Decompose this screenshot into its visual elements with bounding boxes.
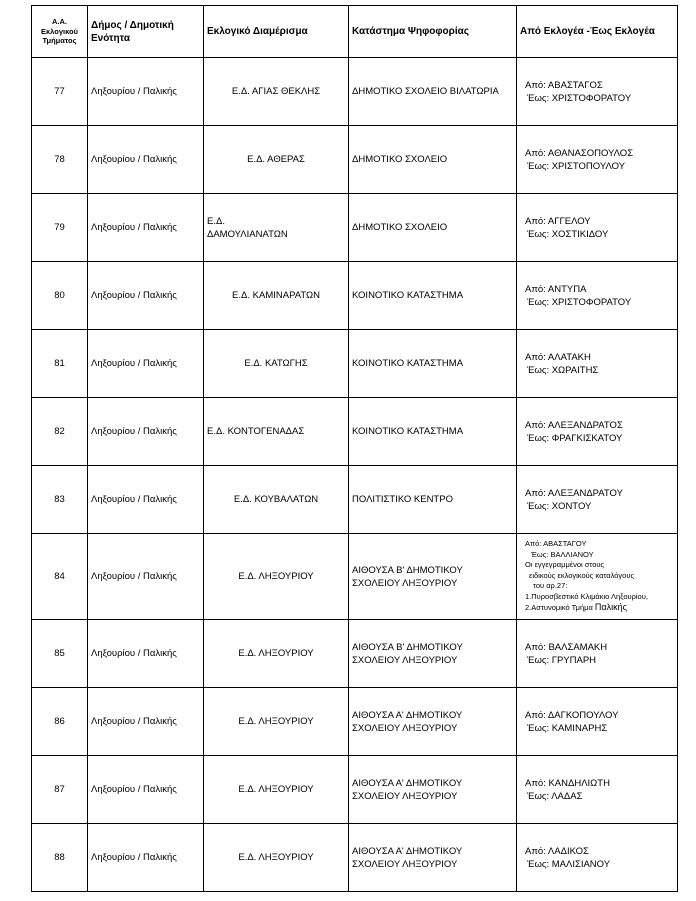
ek-from: Από: ΑΓΓΕΛΟΥ (525, 215, 591, 227)
row-katastima (349, 688, 517, 756)
ek-to: Έως: ΜΑΛΙΣΙΑΝΟΥ (527, 858, 611, 870)
row-number: 84 (32, 534, 88, 620)
row-number: 83 (32, 466, 88, 534)
row-katastima: ΚΟΙΝΟΤΙΚΟ ΚΑΤΑΣΤΗΜΑ (349, 330, 517, 398)
row-diamerisma: Ε.Δ. ΛΗΞΟΥΡΙΟΥ (204, 534, 349, 620)
row-katastima: ΔΗΜΟΤΙΚΟ ΣΧΟΛΕΙΟ (349, 126, 517, 194)
katastima-line: ΑΙΘΟΥΣΑ Α' ΔΗΜΟΤΙΚΟΥ (352, 845, 463, 857)
katastima-line: ΑΙΘΟΥΣΑ Α' ΔΗΜΟΤΙΚΟΥ (352, 709, 463, 721)
header-katastima: Κατάστημα Ψηφοφορίας (349, 6, 517, 58)
row-ekloges (517, 126, 678, 194)
ek-to: Έως: ΦΡΑΓΚΙΣΚΑΤΟΥ (527, 432, 623, 444)
row-dimos: Ληξουρίου / Παλικής (88, 330, 204, 398)
katastima-line: ΑΙΘΟΥΣΑ Β' ΔΗΜΟΤΙΚΟΥ (352, 564, 463, 576)
ek-from: Από: ΒΑΛΣΑΜΑΚΗ (525, 641, 608, 653)
row-number: 81 (32, 330, 88, 398)
table-row (32, 620, 678, 688)
row-diamerisma: Ε.Δ. ΛΗΞΟΥΡΙΟΥ (204, 688, 349, 756)
row-number: 78 (32, 126, 88, 194)
ek-note-line (525, 602, 677, 614)
katastima-line: ΣΧΟΛΕΙΟΥ ΛΗΞΟΥΡΙΟΥ (352, 577, 458, 589)
katastima-line: ΣΧΟΛΕΙΟΥ ΛΗΞΟΥΡΙΟΥ (352, 858, 458, 870)
row-number: 87 (32, 756, 88, 824)
katastima-line: ΣΧΟΛΕΙΟΥ ΛΗΞΟΥΡΙΟΥ (352, 790, 458, 802)
row-ekloges (517, 194, 678, 262)
row-dimos: Ληξουρίου / Παλικής (88, 194, 204, 262)
ek-to: Έως: ΧΩΡΑΙΤΗΣ (527, 364, 599, 376)
table-row (32, 262, 678, 330)
row-katastima (349, 756, 517, 824)
ek-note-line: του αρ.27: (533, 581, 568, 591)
ek-from: Από: ΑΛΑΤΑΚΗ (525, 351, 591, 363)
header-aa-line: Εκλογικού (41, 26, 78, 36)
row-number: 86 (32, 688, 88, 756)
row-ekloges (517, 620, 678, 688)
ek-to: Έως: ΛΑΔΑΣ (527, 790, 583, 802)
header-aa (32, 6, 88, 58)
katastima-line: ΣΧΟΛΕΙΟΥ ΛΗΞΟΥΡΙΟΥ (352, 722, 458, 734)
row-katastima (349, 620, 517, 688)
header-dimos: Δήμος / Δημοτική Ενότητα (88, 6, 204, 58)
ek-to: Έως: ΧΡΙΣΤΟΠΟΥΛΟΥ (527, 160, 626, 172)
table-row (32, 688, 678, 756)
ek-from: Από: ΛΑΔΙΚΟΣ (525, 845, 589, 857)
header-diamerisma: Εκλογικό Διαμέρισμα (204, 6, 349, 58)
row-katastima (349, 824, 517, 892)
diamerisma-line: ΔΑΜΟΥΛΙΑΝΑΤΩΝ (207, 228, 288, 240)
ek-from: Από: ΚΑΝΔΗΛΙΩΤΗ (525, 777, 610, 789)
table-row (32, 58, 678, 126)
table-row (32, 126, 678, 194)
row-dimos: Ληξουρίου / Παλικής (88, 398, 204, 466)
row-ekloges (517, 330, 678, 398)
row-number: 77 (32, 58, 88, 126)
ek-to: Έως: ΓΡΥΠΑΡΗ (527, 654, 597, 666)
ek-to: Έως: ΚΑΜΙΝΑΡΗΣ (527, 722, 608, 734)
row-diamerisma: Ε.Δ. ΛΗΞΟΥΡΙΟΥ (204, 620, 349, 688)
header-ekloges: Από Εκλογέα -Έως Εκλογέα (517, 6, 678, 58)
row-dimos: Ληξουρίου / Παλικής (88, 620, 204, 688)
row-dimos: Ληξουρίου / Παλικής (88, 824, 204, 892)
row-diamerisma: Ε.Δ. ΛΗΞΟΥΡΙΟΥ (204, 824, 349, 892)
header-aa-line: Α.Α. (52, 17, 67, 27)
row-ekloges (517, 466, 678, 534)
row-diamerisma: Ε.Δ. ΚΟΥΒΑΛΑΤΩΝ (204, 466, 349, 534)
row-ekloges (517, 58, 678, 126)
katastima-line: ΣΧΟΛΕΙΟΥ ΛΗΞΟΥΡΙΟΥ (352, 654, 458, 666)
table-row (32, 330, 678, 398)
row-number: 80 (32, 262, 88, 330)
ek-from: Από: ΑΒΑΣΤΑΓΟΣ (525, 79, 603, 91)
table-row (32, 756, 678, 824)
ek-note-text: 2.Αστυνομικό Τμήμα (525, 603, 593, 613)
table-row (32, 194, 678, 262)
row-number: 82 (32, 398, 88, 466)
row-ekloges (517, 824, 678, 892)
table-header-row (32, 6, 678, 58)
table-row (32, 398, 678, 466)
ek-from: Από: ΑΛΕΞΑΝΔΡΑΤΟΣ (525, 419, 623, 431)
ek-from: Από: ΔΑΓΚΟΠΟΥΛΟΥ (525, 709, 619, 721)
ek-from: Από: ΑΛΕΞΑΝΔΡΑΤΟΥ (525, 487, 623, 499)
row-diamerisma (204, 194, 349, 262)
row-ekloges (517, 688, 678, 756)
row-katastima (349, 534, 517, 620)
ek-to: Έως: ΧΡΙΣΤΟΦΟΡΑΤΟΥ (527, 92, 632, 104)
row-dimos: Ληξουρίου / Παλικής (88, 58, 204, 126)
row-katastima: ΠΟΛΙΤΙΣΤΙΚΟ ΚΕΝΤΡΟ (349, 466, 517, 534)
ek-from: Από: ΑΝΤΥΠΑ (525, 283, 587, 295)
row-diamerisma: Ε.Δ. ΛΗΞΟΥΡΙΟΥ (204, 756, 349, 824)
ek-to: Έως: ΧΟΝΤΟΥ (527, 500, 592, 512)
row-number: 79 (32, 194, 88, 262)
row-katastima: ΔΗΜΟΤΙΚΟ ΣΧΟΛΕΙΟ (349, 194, 517, 262)
row-diamerisma: Ε.Δ. ΚΑΜΙΝΑΡΑΤΩΝ (204, 262, 349, 330)
ek-note-line: 1.Πυροσβεστικό Κλιμάκιο Ληξουρίου, (525, 591, 648, 601)
row-dimos: Ληξουρίου / Παλικής (88, 756, 204, 824)
table-row (32, 824, 678, 892)
ek-to: Έως: ΧΡΙΣΤΟΦΟΡΑΤΟΥ (527, 296, 632, 308)
row-dimos: Ληξουρίου / Παλικής (88, 466, 204, 534)
row-dimos: Ληξουρίου / Παλικής (88, 534, 204, 620)
row-diamerisma: Ε.Δ. ΑΓΙΑΣ ΘΕΚΛΗΣ (204, 58, 349, 126)
row-katastima: ΚΟΙΝΟΤΙΚΟ ΚΑΤΑΣΤΗΜΑ (349, 262, 517, 330)
katastima-line: ΑΙΘΟΥΣΑ Α' ΔΗΜΟΤΙΚΟΥ (352, 777, 463, 789)
header-aa-line: Τμήματος (42, 36, 77, 46)
row-ekloges (517, 398, 678, 466)
table-row (32, 534, 678, 620)
ek-from: Από: ΑΘΑΝΑΣΟΠΟΥΛΟΣ (525, 147, 634, 159)
row-diamerisma: Ε.Δ. ΚΟΝΤΟΓΕΝΑΔΑΣ (204, 398, 349, 466)
row-katastima: ΔΗΜΟΤΙΚΟ ΣΧΟΛΕΙΟ ΒΙΛΑΤΩΡΙΑ (349, 58, 517, 126)
row-ekloges (517, 534, 678, 620)
table-row (32, 466, 678, 534)
row-number: 88 (32, 824, 88, 892)
diamerisma-line: Ε.Δ. (207, 215, 225, 227)
row-diamerisma: Ε.Δ. ΑΘΕΡΑΣ (204, 126, 349, 194)
ek-note-line: ειδικούς εκλογικούς καταλόγους (529, 570, 635, 580)
ek-from: Από: ΑΒΑΣΤΑΓΟΥ (525, 539, 587, 549)
ek-note-text: Παλικής (594, 602, 627, 613)
row-dimos: Ληξουρίου / Παλικής (88, 126, 204, 194)
row-ekloges (517, 262, 678, 330)
ek-to: Έως: ΧΟΣΤΙΚΙΔΟΥ (527, 228, 609, 240)
row-diamerisma: Ε.Δ. ΚΑΤΩΓΗΣ (204, 330, 349, 398)
row-katastima: ΚΟΙΝΟΤΙΚΟ ΚΑΤΑΣΤΗΜΑ (349, 398, 517, 466)
row-ekloges (517, 756, 678, 824)
row-number: 85 (32, 620, 88, 688)
row-dimos: Ληξουρίου / Παλικής (88, 262, 204, 330)
ek-to: Έως: ΒΑΛΛΙΑΝΟΥ (531, 549, 594, 559)
katastima-line: ΑΙΘΟΥΣΑ Β' ΔΗΜΟΤΙΚΟΥ (352, 641, 463, 653)
row-dimos: Ληξουρίου / Παλικής (88, 688, 204, 756)
ek-note-line: Οι εγγεγραμμένοι στους (525, 560, 605, 570)
polling-stations-table (31, 5, 678, 892)
